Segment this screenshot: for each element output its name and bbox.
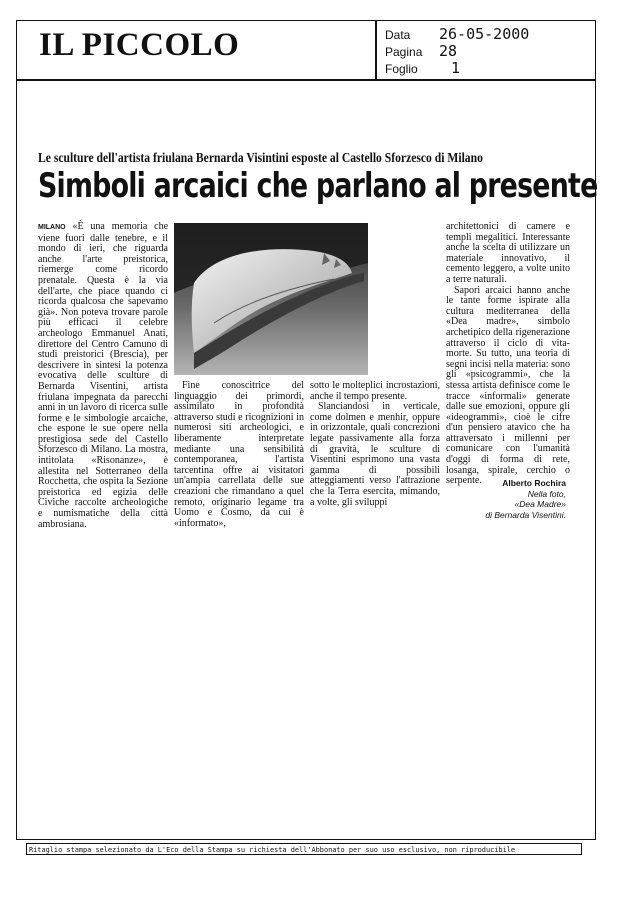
footer-notice: Ritaglio stampa selezionato da L'Eco della Stampa su richiesta dell'Abbonato per suo uso esclusivo, non riproducibile: [29, 845, 516, 854]
pagina-value: 28: [439, 42, 458, 60]
foglio-label: Foglio: [385, 62, 418, 76]
author-name: Alberto Rochira: [502, 478, 566, 488]
article-column-3: [310, 381, 440, 508]
column-3-text-a: sotto le molteplici incrostazioni, anche il tempo presente.: [310, 380, 440, 402]
column-3-text-b: Slanciandosi in verticale, come dolmen e menhir, oppure in orizzontale, quali concrezioni legate passivamente alla forza di gravità, le sculture di Visentini esprimono una vasta gamma di possibili atteggiamenti verso l'attrazione che la Terra esercita, mimando, a volte, gli sviluppi: [310, 401, 440, 508]
article-headline: Simboli arcaici che parlano al presente: [38, 166, 598, 206]
article-column-4: [446, 222, 570, 487]
data-value: 26-05-2000: [439, 25, 530, 43]
photo-caption-2: «Dea Madre»: [514, 499, 566, 509]
article-column-2: [174, 381, 304, 529]
data-label: Data: [385, 28, 411, 42]
column-2-text: Fine conoscitrice del linguaggio dei primordi, assimilato in profondità attraverso studi e ricognizioni in numerosi siti archeologici, e liberamente interpretate mediante una sensibilità contemporanea, l'artista tarcentina offre ai visitatori un'ampia carrellata delle sue creazioni che rimandano a quel remoto, originario legame tra Uomo e Cosmo, da cui è «informato»,: [174, 380, 304, 529]
foglio-value: 1: [451, 59, 461, 77]
clipping-meta-box: [376, 20, 596, 80]
dea-madre-sculpture-image: [174, 223, 368, 375]
dateline: MILANO: [38, 224, 66, 231]
sculpture-photo: [174, 223, 368, 375]
column-1-text: «È una memoria che viene fuori dalle tenebre, e il mondo di ieri, che riguarda anche l'arte preistorica, riemerge come ricordo prenatale. Questa è la via dell'arte, che piace quando ci ricorda qualcosa che sapevamo già». Non poteva trovare parole più efficaci il celebre archeologo Emmanuel Anati, direttore del Centro Camuno di studi preistorici (Brescia), per descrivere in sintesi la potenza evocativa delle sculture di Bernarda Visentini, artista friulana impegnata da parecchi anni in un lavoro di ricerca sulle forme e le simbologie arcaiche, che espone le sue opere nella prestigiosa sede del Castello Sforzesco di Milano. La mostra, intitolata «Risonanze», è allestita nel Sotterraneo della Rocchetta, che ospita la Sezione preistorica ed egizia delle Civiche raccolte archeologiche e numismatiche della città ambrosiana.: [38, 221, 169, 530]
signature-block: [446, 478, 566, 520]
article-column-1: [38, 222, 168, 530]
photo-caption-3: di Bernarda Visentini.: [485, 509, 566, 520]
pagina-label: Pagina: [385, 45, 423, 59]
masthead-box: [16, 20, 376, 80]
article-kicker: Le sculture dell'artista friulana Bernarda Visintini esposte al Castello Sforzesco di Milano: [38, 151, 483, 166]
column-4-text-a: architettonici di camere e templi megalitici. Interessante anche la scelta di utilizzare un materiale innovativo, il cemento leggero, a volte unito a terre naturali.: [446, 221, 570, 285]
photo-caption-1: Nella foto,: [527, 488, 566, 499]
footer-notice-box: [26, 843, 582, 855]
masthead: IL PICCOLO: [39, 27, 240, 63]
column-4-text-b: Sapori arcaici hanno anche le tante forme ispirate alla cultura mediterranea della «Dea madre», simbolo archetipico della rigenerazione attraverso il ciclo di vita-morte. Su tutto, una teoria di segni incisi nella materia: sono gli «psicogrammi», che la stessa artista definisce come le tracce «informali» generate dalle sue emozioni, oppure gli «ideogrammi», cioè le cifre d'un pensiero atavico che ha attraversato i millenni per comunicare con l'umanità d'oggi di forma di rete, losanga, spirale, cerchio o serpente.: [446, 284, 570, 487]
